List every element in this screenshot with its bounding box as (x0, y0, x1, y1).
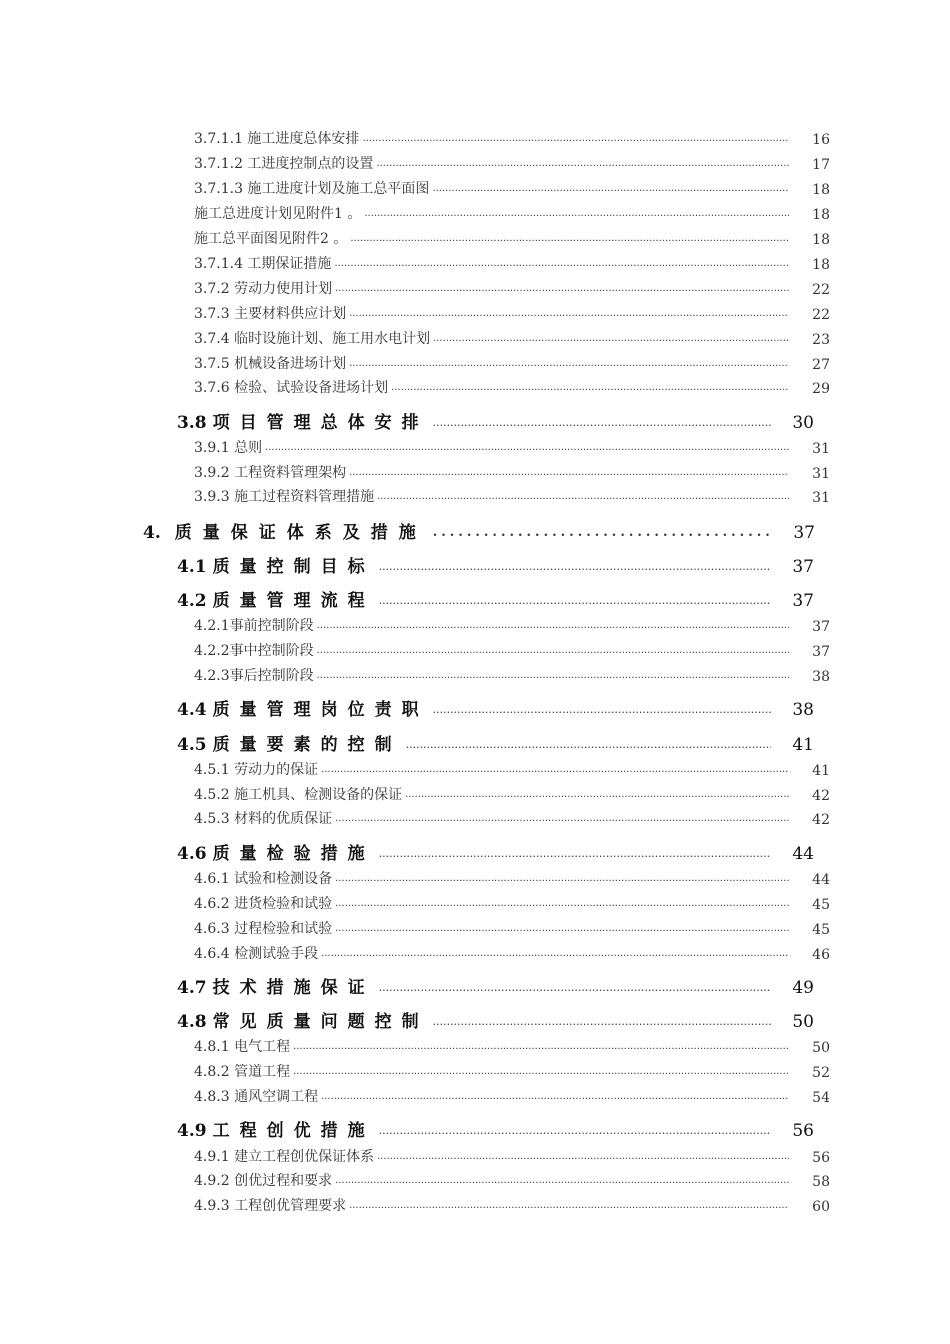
dot-leader (364, 209, 789, 223)
toc-page-number: 56 (792, 1121, 814, 1141)
toc-label: 4.2.1事前控制阶段 (194, 618, 314, 634)
toc-label: 4.9.2 创优过程和要求 (194, 1173, 333, 1189)
toc-page-number: 37 (812, 644, 830, 660)
toc-page-number: 22 (812, 282, 830, 298)
dot-leader (335, 899, 789, 913)
dot-leader (433, 526, 772, 543)
toc-section[interactable] (177, 407, 814, 433)
toc-page-number: 50 (792, 1012, 814, 1032)
dot-leader (406, 739, 771, 755)
dot-leader (317, 671, 789, 685)
toc-label: 4.8.3 通风空调工程 (194, 1089, 319, 1105)
toc-page-number: 29 (812, 381, 830, 397)
toc-label: 常见质量问题控制 (212, 1012, 429, 1032)
toc-page-number: 16 (812, 132, 830, 148)
toc-page-number: 18 (812, 207, 830, 223)
toc-section[interactable] (177, 972, 814, 998)
toc-label: 4.9.1 建立工程创优保证体系 (194, 1149, 375, 1165)
dot-leader (379, 982, 771, 998)
toc-entry[interactable] (194, 226, 830, 248)
toc-label: 质量管理流程 (212, 591, 375, 611)
toc-label: 质量管理岗位责职 (212, 700, 429, 720)
toc-label: 4.5.3 材料的优质保证 (194, 811, 333, 827)
toc-page-number: 18 (812, 182, 830, 198)
dot-leader (317, 621, 789, 635)
toc-entry[interactable] (194, 866, 830, 888)
toc-entry[interactable] (194, 176, 830, 198)
dot-leader (432, 184, 789, 198)
toc-number: 4.4 (177, 700, 207, 720)
toc-page-number: 38 (792, 700, 814, 720)
toc-label: 4.6.3 过程检验和试验 (194, 921, 333, 937)
dot-leader (377, 492, 789, 506)
toc-entry[interactable] (194, 201, 830, 223)
toc-label: 质量控制目标 (212, 557, 375, 577)
toc-label: 3.7.1.1 施工进度总体安排 (194, 131, 360, 147)
toc-entry[interactable] (194, 276, 830, 298)
toc-entry[interactable] (194, 126, 830, 148)
toc-label: 4.2.3事后控制阶段 (194, 668, 314, 684)
toc-section[interactable] (177, 1006, 814, 1032)
toc-label: 4.8.2 管道工程 (194, 1064, 291, 1080)
toc-entry[interactable] (194, 757, 830, 779)
toc-label: 4.5.2 施工机具、检测设备的保证 (194, 787, 403, 803)
toc-entry[interactable] (194, 638, 830, 660)
toc-label: 质量检验措施 (212, 844, 375, 864)
dot-leader (293, 1042, 789, 1056)
toc-entry[interactable] (194, 1144, 830, 1166)
toc-label: 3.7.3 主要材料供应计划 (194, 306, 347, 322)
toc-label: 施工总进度计划见附件1 。 (194, 206, 362, 222)
dot-leader (391, 383, 789, 397)
toc-entry[interactable] (194, 1193, 830, 1215)
dot-leader (293, 1067, 789, 1081)
toc-entry[interactable] (194, 460, 830, 482)
toc-page-number: 31 (812, 490, 830, 506)
toc-label: 4.6.1 试验和检测设备 (194, 871, 333, 887)
toc-page-number: 60 (812, 1199, 830, 1215)
toc-label: 3.9.2 工程资料管理架构 (194, 465, 347, 481)
toc-number: 4.1 (177, 557, 207, 577)
toc-page-number: 54 (812, 1090, 830, 1106)
toc-label: 项目管理总体安排 (212, 413, 429, 433)
dot-leader (349, 1201, 789, 1215)
dot-leader (321, 949, 789, 963)
toc-entry[interactable] (194, 1168, 830, 1190)
toc-label: 4.8.1 电气工程 (194, 1039, 291, 1055)
toc-entry[interactable] (194, 1034, 830, 1056)
toc-label: 4.6.2 进货检验和试验 (194, 896, 333, 912)
dot-leader (349, 359, 789, 373)
toc-number: 4.8 (177, 1012, 207, 1032)
toc-entry[interactable] (194, 613, 830, 635)
toc-page-number: 58 (812, 1174, 830, 1190)
toc-entry[interactable] (194, 663, 830, 685)
dot-leader (335, 924, 789, 938)
toc-label: 3.7.4 临时设施计划、施工用水电计划 (194, 331, 431, 347)
toc-entry[interactable] (194, 891, 830, 913)
toc-entry[interactable] (194, 1059, 830, 1081)
toc-label: 质量保证体系及措施 (174, 523, 427, 543)
toc-number: 4. (143, 523, 161, 543)
toc-entry[interactable] (194, 435, 830, 457)
toc-section[interactable] (177, 838, 814, 864)
toc-label: 4.5.1 劳动力的保证 (194, 762, 319, 778)
toc-entry[interactable] (194, 326, 830, 348)
toc-section[interactable] (177, 1115, 814, 1141)
dot-leader (317, 646, 789, 660)
toc-section[interactable] (177, 551, 814, 577)
toc-page-number: 18 (812, 257, 830, 273)
toc-number: 4.9 (177, 1121, 207, 1141)
dot-leader (379, 561, 771, 577)
toc-label: 3.7.5 机械设备进场计划 (194, 356, 347, 372)
toc-number: 3.8 (177, 413, 207, 433)
toc-page-number: 22 (812, 307, 830, 323)
toc-entry[interactable] (194, 251, 830, 273)
toc-number: 4.7 (177, 978, 207, 998)
toc-entry[interactable] (194, 941, 830, 963)
dot-leader (379, 1125, 771, 1141)
toc-label: 3.7.1.2 工进度控制点的设置 (194, 156, 374, 172)
toc-label: 质量要素的控制 (212, 735, 402, 755)
toc-label: 工程创优措施 (212, 1121, 375, 1141)
toc-label: 3.9.1 总则 (194, 440, 263, 456)
toc-page-number: 50 (812, 1040, 830, 1056)
dot-leader (335, 814, 789, 828)
toc-page-number: 17 (812, 157, 830, 173)
toc-label: 技术措施保证 (212, 978, 375, 998)
toc-label: 4.2.2事中控制阶段 (194, 643, 314, 659)
toc-page-number: 23 (812, 332, 830, 348)
toc-label: 3.7.1.4 工期保证措施 (194, 256, 332, 272)
dot-leader (321, 765, 789, 779)
toc-page-number: 37 (792, 557, 814, 577)
toc-page-number: 37 (792, 591, 814, 611)
dot-leader (433, 334, 789, 348)
toc-page-number: 37 (793, 523, 815, 543)
dot-leader (433, 704, 771, 720)
toc-page-number: 45 (812, 922, 830, 938)
toc-label: 4.6.4 检测试验手段 (194, 946, 319, 962)
toc-page-number: 41 (792, 735, 814, 755)
toc-number: 4.5 (177, 735, 207, 755)
toc-label: 3.7.2 劳动力使用计划 (194, 281, 333, 297)
toc-label: 3.7.1.3 施工进度计划及施工总平面图 (194, 181, 430, 197)
toc-page-number: 18 (812, 232, 830, 248)
toc-page-number: 56 (812, 1150, 830, 1166)
toc-entry[interactable] (194, 782, 830, 804)
toc-page-number: 46 (812, 947, 830, 963)
dot-leader (335, 284, 789, 298)
dot-leader (379, 595, 771, 611)
toc-entry[interactable] (194, 484, 830, 506)
toc-page-number: 37 (812, 619, 830, 635)
dot-leader (265, 443, 789, 457)
dot-leader (377, 1152, 789, 1166)
dot-leader (349, 468, 789, 482)
toc-chapter[interactable] (143, 517, 815, 543)
toc-page-number: 44 (792, 844, 814, 864)
toc-page-number: 45 (812, 897, 830, 913)
dot-leader (334, 259, 789, 273)
dot-leader (321, 1092, 789, 1106)
toc-entry[interactable] (194, 375, 830, 397)
toc-number: 4.2 (177, 591, 207, 611)
toc-page-number: 38 (812, 669, 830, 685)
dot-leader (335, 874, 789, 888)
toc-page-number: 31 (812, 466, 830, 482)
toc-label: 施工总平面图见附件2 。 (194, 231, 348, 247)
toc-number: 4.6 (177, 844, 207, 864)
toc-section[interactable] (177, 729, 814, 755)
toc-page-number: 30 (792, 413, 814, 433)
toc-entry[interactable] (194, 1084, 830, 1106)
toc-page-number: 42 (812, 788, 830, 804)
dot-leader (350, 234, 789, 248)
toc-page-number: 42 (812, 812, 830, 828)
dot-leader (349, 309, 789, 323)
toc-section[interactable] (177, 694, 814, 720)
dot-leader (376, 159, 789, 173)
dot-leader (433, 1016, 771, 1032)
toc-page-number: 49 (792, 978, 814, 998)
toc-page-number: 31 (812, 441, 830, 457)
dot-leader (433, 417, 771, 433)
toc-section[interactable] (177, 585, 814, 611)
dot-leader (379, 848, 771, 864)
dot-leader (362, 134, 789, 148)
toc-entry[interactable] (194, 916, 830, 938)
toc-entry[interactable] (194, 301, 830, 323)
toc-page-number: 52 (812, 1065, 830, 1081)
toc-page-number: 44 (812, 872, 830, 888)
toc-entry[interactable] (194, 351, 830, 373)
toc-entry[interactable] (194, 806, 830, 828)
toc-page-number: 27 (812, 357, 830, 373)
toc-label: 3.9.3 施工过程资料管理措施 (194, 489, 375, 505)
toc-entry[interactable] (194, 151, 830, 173)
dot-leader (405, 790, 789, 804)
dot-leader (335, 1176, 789, 1190)
toc-label: 3.7.6 检验、试验设备进场计划 (194, 380, 389, 396)
toc-label: 4.9.3 工程创优管理要求 (194, 1198, 347, 1214)
toc-page-number: 41 (812, 763, 830, 779)
